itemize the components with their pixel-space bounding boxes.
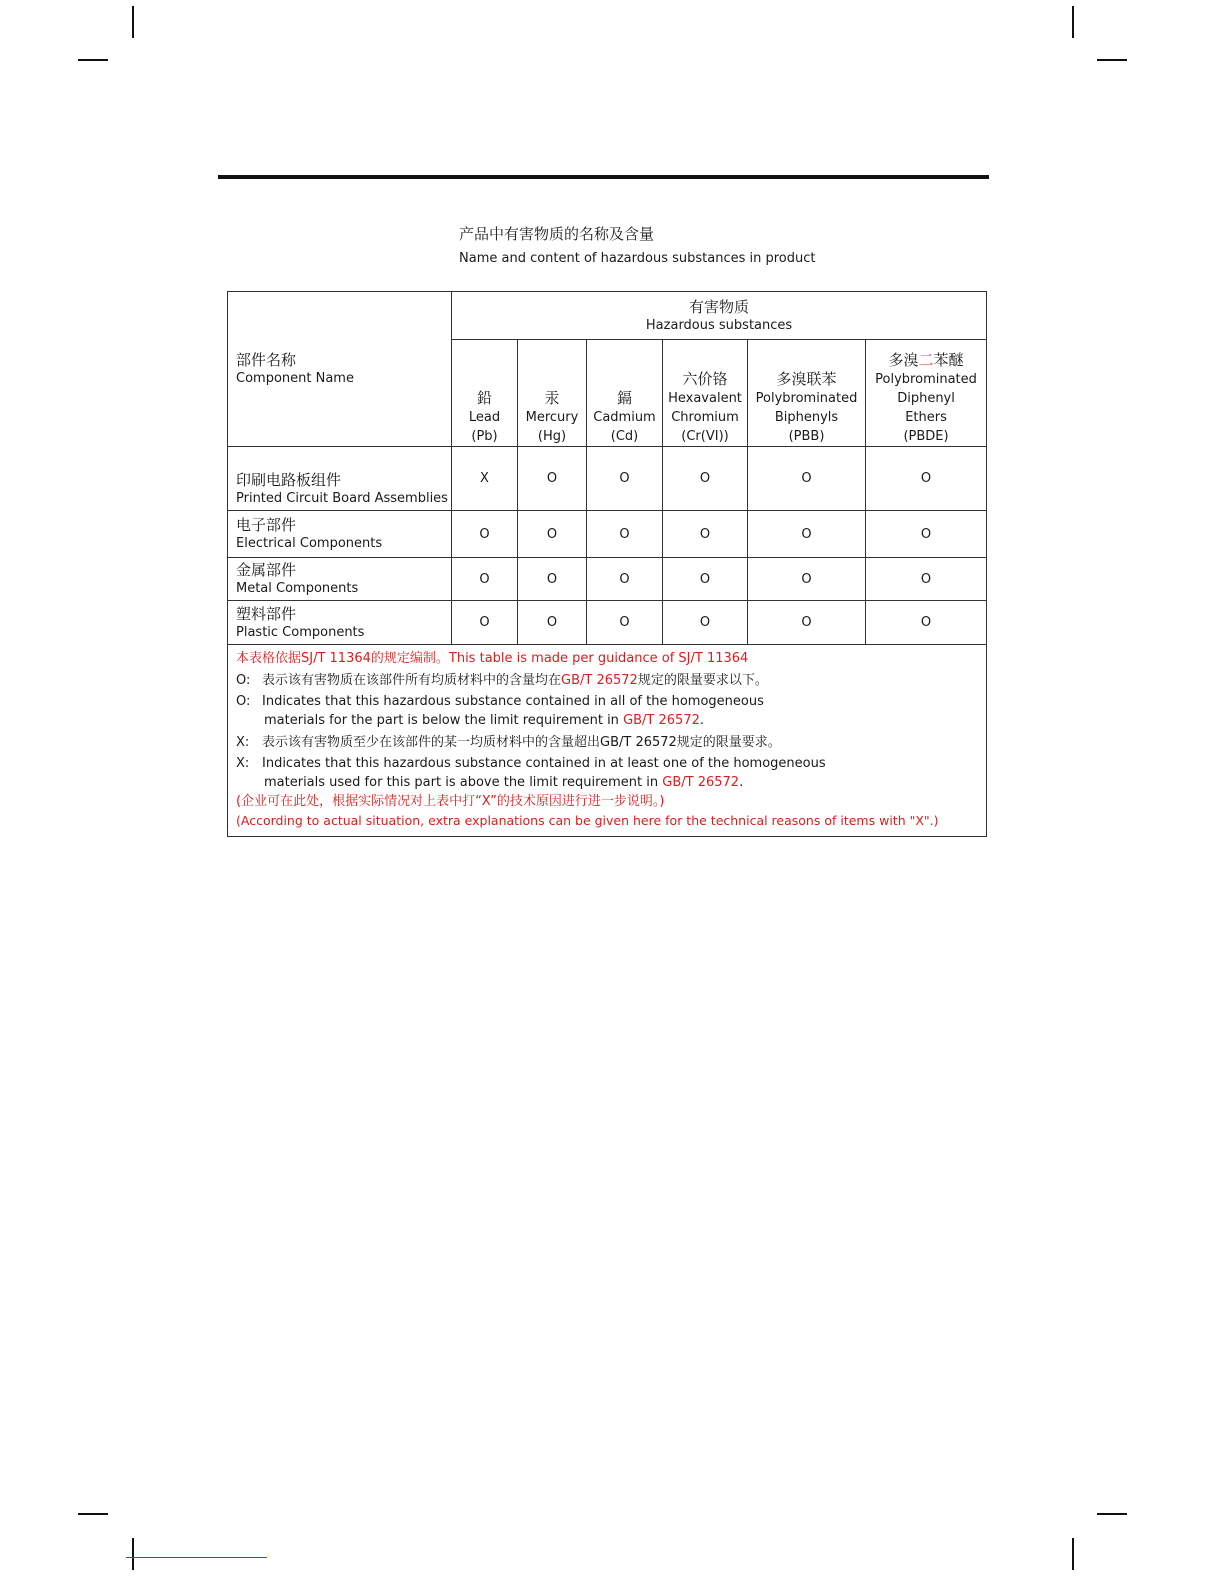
cell-value: O [866,447,987,511]
cell-value: O [587,447,663,511]
cell-value: O [866,511,987,558]
cell-value: O [518,511,587,558]
cell-value: O [663,601,748,645]
cell-value: O [663,511,748,558]
crop-mark-bottom-right-h [1097,1513,1127,1515]
cell-value: O [587,558,663,601]
crop-mark-bottom-left-v [132,1538,134,1570]
crop-mark-top-left-h [78,59,108,61]
substance-header-pbde: 多溴二苯醚 Polybrominated Diphenyl Ethers (PBDE) [866,340,987,447]
cell-value: O [452,558,518,601]
crop-mark-bottom-right-v [1072,1538,1074,1570]
component-plastic: 塑料部件 Plastic Components [228,601,452,645]
cell-value: O [663,558,748,601]
cell-value: O [748,558,866,601]
document-title [459,224,815,269]
component-name-header: 部件名称 Component Name [228,292,452,447]
cell-value: O [587,601,663,645]
substance-header-pbb: 多溴联苯 Polybrominated Biphenyls (PBB) [748,340,866,447]
cell-value: O [452,601,518,645]
crop-mark-top-right-v [1072,6,1074,38]
component-pcba: 印刷电路板组件 Printed Circuit Board Assemblies [228,447,452,511]
header-rule [218,175,989,179]
title-english: Name and content of hazardous substances in product [459,251,816,266]
note-x-en: X: Indicates that this hazardous substance contained in at least one of the homogeneous [236,756,826,771]
table-notes [228,645,987,837]
cell-value: O [663,447,748,511]
note-x-zh: X: 表示该有害物质至少在该部件的某一均质材料中的含量超出GB/T 26572规定的限量要求。 [236,735,781,750]
crop-mark-bottom-left-h [78,1513,108,1515]
cell-value: O [748,447,866,511]
footer-link-underline[interactable] [126,1557,267,1558]
cell-value: O [748,511,866,558]
component-metal: 金属部件 Metal Components [228,558,452,601]
cell-value: O [866,601,987,645]
substance-header-chromium: 六价铬 Hexavalent Chromium (Cr(VI)) [663,340,748,447]
table-row [228,511,987,558]
note-extra-zh: (企业可在此处，根据实际情况对上表中打“X”的技术原因进行进一步说明。) [236,794,665,809]
cell-value: O [748,601,866,645]
component-electrical: 电子部件 Electrical Components [228,511,452,558]
crop-mark-top-left-v [132,6,134,38]
cell-value: O [518,558,587,601]
note-o-en-2: materials for the part is below the limit requirement in GB/T 26572. [264,713,705,728]
table-row [228,447,987,511]
cell-value: O [518,447,587,511]
cell-value: O [587,511,663,558]
table-row [228,558,987,601]
substance-header-mercury: 汞 Mercury (Hg) [518,340,587,447]
cell-value: O [518,601,587,645]
title-chinese: 产品中有害物质的名称及含量 [459,225,655,243]
crop-mark-top-right-h [1097,59,1127,61]
substance-header-cadmium: 鎘 Cadmium (Cd) [587,340,663,447]
hazardous-substances-header: 有害物质 Hazardous substances [452,292,987,340]
note-extra-en: (According to actual situation, extra explanations can be given here for the technical reasons of items with "X".) [236,813,939,828]
note-x-en-2: materials used for this part is above the limit requirement in GB/T 26572. [264,775,744,790]
table-row [228,601,987,645]
note-basis: 本表格依据SJ/T 11364的规定编制。This table is made per guidance of SJ/T 11364 [236,651,749,666]
note-o-zh: O: 表示该有害物质在该部件所有均质材料中的含量均在GB/T 26572规定的限量要求以下。 [236,673,768,688]
substance-header-lead: 鉛 Lead (Pb) [452,340,518,447]
cell-value: O [866,558,987,601]
hazardous-substances-table [227,291,986,851]
note-o-en: O: Indicates that this hazardous substance contained in all of the homogeneous [236,694,764,709]
cell-value: O [452,511,518,558]
cell-value: X [452,447,518,511]
